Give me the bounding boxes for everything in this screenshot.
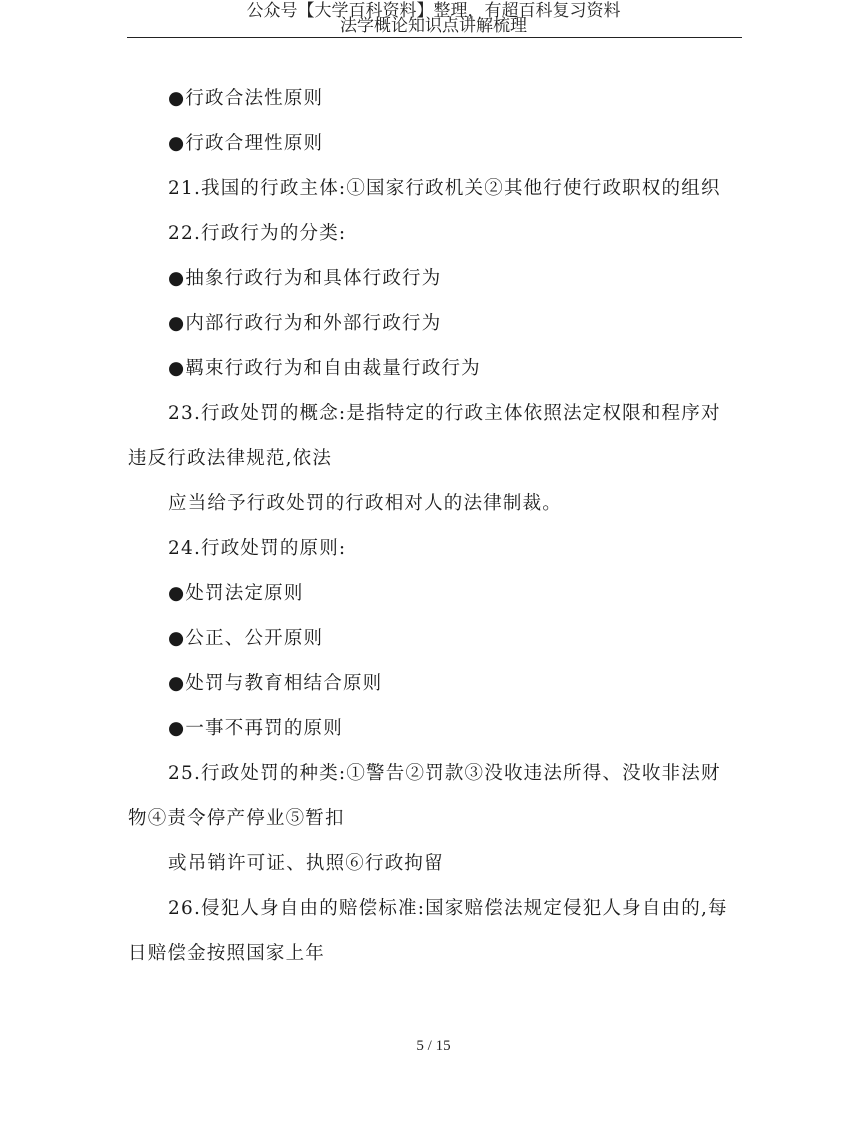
- header-line-1: 公众号【大学百科资料】整理，有超百科复习资料: [246, 1, 621, 21]
- text-line: ●行政合法性原则: [168, 88, 324, 109]
- header-divider: [127, 37, 742, 38]
- text-line: 违反行政法律规范,依法: [128, 448, 333, 469]
- text-line: 日赔偿金按照国家上年: [128, 943, 326, 964]
- text-line: ●公正、公开原则: [168, 628, 324, 649]
- text-line: ●处罚与教育相结合原则: [168, 673, 383, 694]
- text-line: ●内部行政行为和外部行政行为: [168, 313, 442, 334]
- text-line: ●抽象行政行为和具体行政行为: [168, 268, 442, 289]
- text-line: 26.侵犯人身自由的赔偿标准:国家赔偿法规定侵犯人身自由的,每: [168, 898, 728, 919]
- text-line: 25.行政处罚的种类:①警告②罚款③没收违法所得、没收非法财: [168, 763, 721, 784]
- page-number: 5 / 15: [416, 1038, 451, 1054]
- text-line: ●羁束行政行为和自由裁量行政行为: [168, 358, 481, 379]
- page-header: [0, 2, 867, 35]
- text-line: 应当给予行政处罚的行政相对人的法律制裁。: [168, 493, 563, 514]
- text-line: ●行政合理性原则: [168, 133, 324, 154]
- text-line: 22.行政行为的分类:: [168, 223, 347, 244]
- text-line: 24.行政处罚的原则:: [168, 538, 347, 559]
- text-line: 或吊销许可证、执照⑥行政拘留: [168, 853, 444, 874]
- header-line-2: 法学概论知识点讲解梳理: [340, 16, 527, 36]
- text-line: 物④责令停产停业⑤暂扣: [128, 808, 345, 829]
- text-line: ●处罚法定原则: [168, 583, 304, 604]
- text-line: ●一事不再罚的原则: [168, 718, 343, 739]
- text-line: 23.行政处罚的概念:是指特定的行政主体依照法定权限和程序对: [168, 403, 721, 424]
- text-line: 21.我国的行政主体:①国家行政机关②其他行使行政职权的组织: [168, 178, 721, 199]
